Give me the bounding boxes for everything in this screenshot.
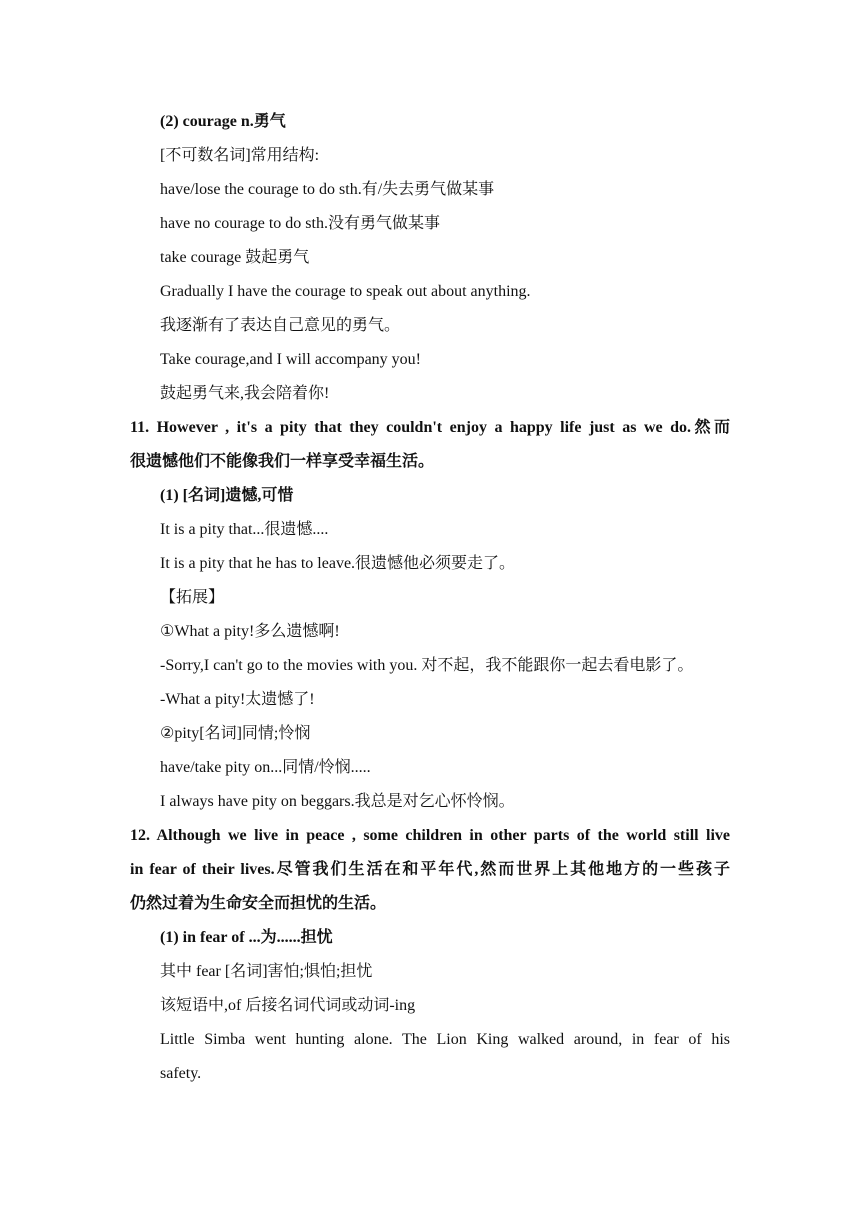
example-translation: 我逐渐有了表达自己意见的勇气。	[160, 317, 401, 334]
text-line: take courage 鼓起勇气	[160, 249, 310, 266]
subheading-in-fear-of: (1) in fear of ...为......担忧	[160, 929, 333, 946]
text-line: 其中 fear [名词]害怕;惧怕;担忧	[160, 963, 373, 980]
text-line: have/take pity on...同情/怜悯.....	[160, 759, 371, 776]
subheading-courage: (2) courage n.勇气	[160, 113, 286, 130]
text-line: have/lose the courage to do sth.有/失去勇气做某事	[160, 181, 495, 198]
example-sentence: Gradually I have the courage to speak out about anything.	[160, 283, 531, 300]
subheading-pity: (1) [名词]遗憾,可惜	[160, 487, 294, 504]
example-translation: 鼓起勇气来,我会陪着你!	[160, 385, 330, 402]
text-line: ①What a pity!多么遗憾啊!	[160, 623, 340, 640]
example-sentence: -What a pity!太遗憾了!	[160, 691, 315, 708]
item-12-heading-cont: in fear of their lives.尽管我们生活在和平年代,然而世界上其他地方的一些孩子	[130, 861, 730, 878]
item-12-heading: 12. Although we live in peace , some children in other parts of the world still live	[130, 827, 730, 844]
text-line: 该短语中,of 后接名词代词或动词-ing	[160, 997, 416, 1014]
item-12-heading-cont: 仍然过着为生命安全而担忧的生活。	[130, 895, 387, 912]
example-sentence: It is a pity that he has to leave.很遗憾他必须要走了。	[160, 555, 516, 572]
example-sentence: Take courage,and I will accompany you!	[160, 351, 421, 368]
example-sentence: Little Simba went hunting alone. The Lion King walked around, in fear of his	[160, 1031, 730, 1048]
example-sentence-cont: safety.	[160, 1065, 202, 1082]
extension-label: 【拓展】	[160, 589, 225, 606]
text-line: [不可数名词]常用结构:	[160, 147, 320, 164]
example-sentence: I always have pity on beggars.我总是对乞心怀怜悯。	[160, 793, 515, 810]
item-11-heading: 11. However , it's a pity that they couldn't enjoy a happy life just as we do.然而	[130, 419, 730, 436]
text-line: ②pity[名词]同情;怜悯	[160, 725, 311, 742]
example-sentence: -Sorry,I can't go to the movies with you. 对不起，我不能跟你一起去看电影了。	[160, 657, 694, 674]
text-line: have no courage to do sth.没有勇气做某事	[160, 215, 440, 232]
text-line: It is a pity that...很遗憾....	[160, 521, 329, 538]
item-11-heading-cont: 很遗憾他们不能像我们一样享受幸福生活。	[130, 453, 435, 470]
